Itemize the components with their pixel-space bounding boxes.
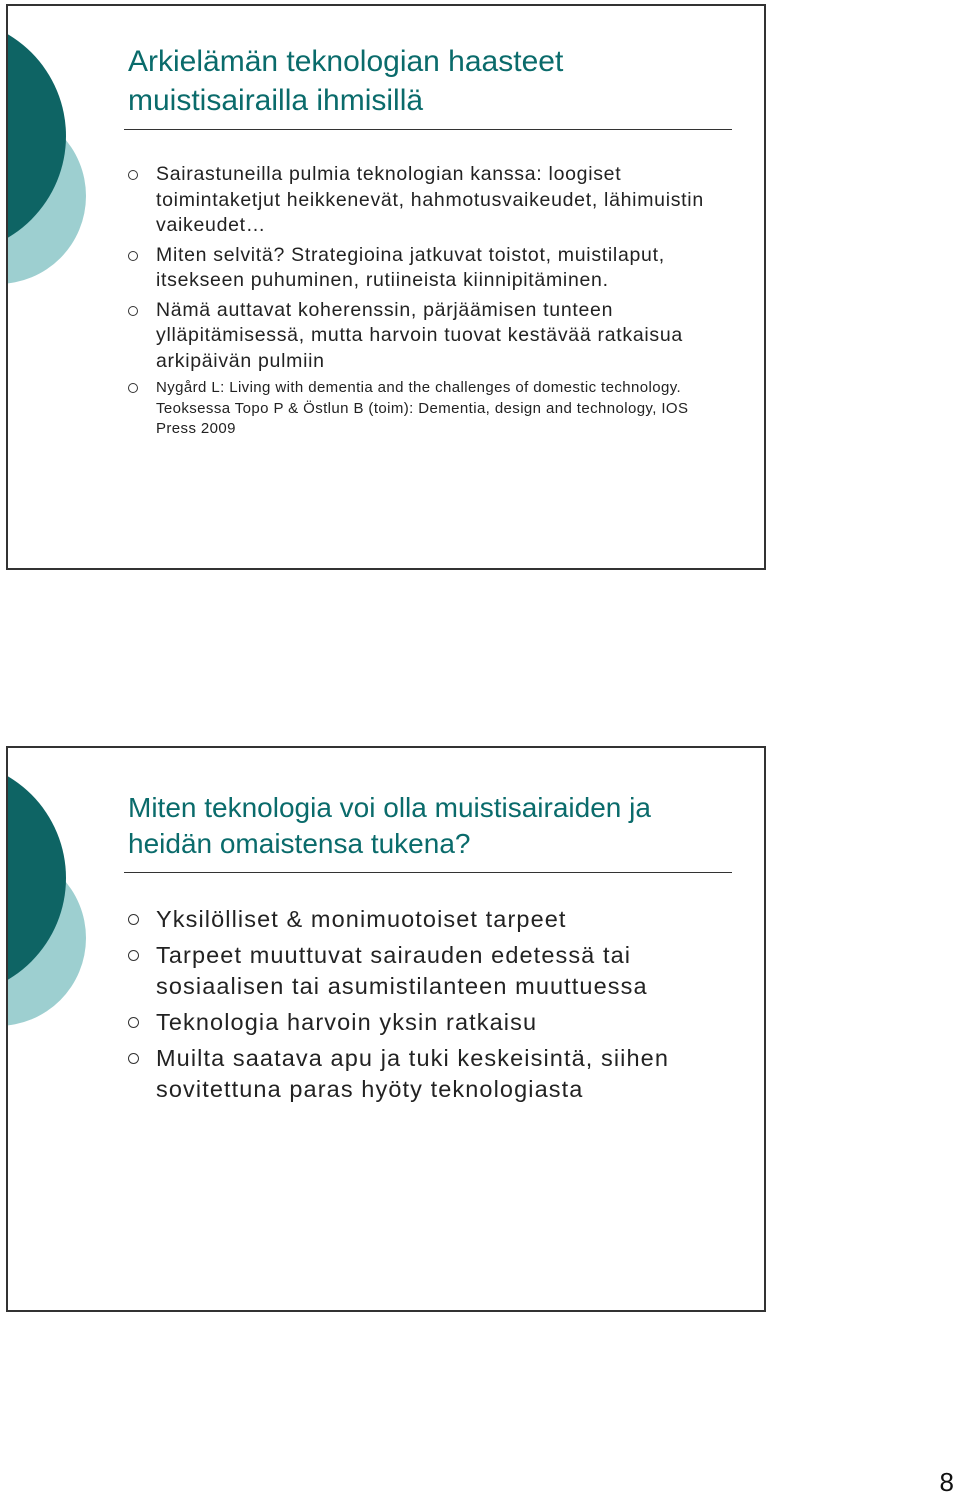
slide-1-bullet — [128, 298, 728, 375]
slide-2-decoration — [8, 748, 98, 1068]
slide-2-bullet — [128, 1007, 728, 1038]
slide-2-title-rule — [124, 872, 732, 873]
slide-1-bullet-list — [128, 162, 728, 440]
bullet-circle-icon — [128, 170, 138, 180]
slide-1 — [6, 4, 766, 570]
slide-1-bullet-text: Sairastuneilla pulmia teknologian kanssa: loogiset toimintaketjut heikkenevät, hahmotusvaikeudet, lähimuistin vaikeudet… — [156, 163, 704, 236]
slide-2-title-line-1: Miten teknologia voi olla muistisairaiden ja — [128, 792, 651, 823]
slide-2-bullet — [128, 1043, 728, 1105]
bullet-circle-icon — [128, 383, 138, 393]
bullet-circle-icon — [128, 306, 138, 316]
slide-1-bullet-text: Miten selvitä? Strategioina jatkuvat toistot, muistilaput, itsekseen puhuminen, rutiineista kiinnipitäminen. — [156, 243, 665, 291]
slide-2-bullet — [128, 904, 728, 935]
slide-1-bullet — [128, 162, 728, 239]
slide-2-bullet-text: Yksilölliset & monimuotoiset tarpeet — [156, 906, 567, 932]
slide-1-bullet-reference — [128, 378, 728, 440]
bullet-circle-icon — [128, 1053, 139, 1064]
bullet-circle-icon — [128, 914, 139, 925]
slide-2-bullet-text: Teknologia harvoin yksin ratkaisu — [156, 1009, 538, 1035]
slide-1-title-line-1: Arkielämän teknologian haasteet — [128, 45, 564, 78]
bullet-circle-icon — [128, 950, 139, 961]
slide-1-bullet — [128, 243, 728, 294]
slide-2 — [6, 746, 766, 1312]
slide-1-decoration — [8, 6, 98, 326]
bullet-circle-icon — [128, 1017, 139, 1028]
slide-1-bullet-text: Nämä auttavat koherenssin, pärjäämisen tunteen ylläpitämisessä, mutta harvoin tuovat kestävää ratkaisua arkipäivän pulmiin — [156, 298, 683, 372]
bullet-circle-icon — [128, 251, 138, 261]
slide-2-bullet-text: Tarpeet muuttuvat sairauden edetessä tai sosiaalisen tai asumistilanteen muuttuessa — [156, 942, 648, 999]
slide-1-reference-text: Nygård L: Living with dementia and the challenges of domestic technology. Teoksessa Topo P & Östlun B (toim): Dementia, design and technology, IOS Press 2009 — [156, 379, 689, 437]
slide-2-title — [128, 790, 728, 863]
slide-1-title-line-2: muistisairailla ihmisillä — [128, 84, 424, 117]
slide-2-title-line-2: heidän omaistensa tukena? — [128, 828, 471, 860]
slide-1-title-rule — [124, 129, 732, 130]
page-number: 8 — [939, 1467, 954, 1497]
slide-2-bullet-text: Muilta saatava apu ja tuki keskeisintä, siihen sovitettuna paras hyöty teknologiasta — [156, 1045, 670, 1102]
slide-2-bullet-list — [128, 904, 728, 1110]
slide-1-title — [128, 42, 728, 120]
slide-2-bullet — [128, 940, 728, 1002]
